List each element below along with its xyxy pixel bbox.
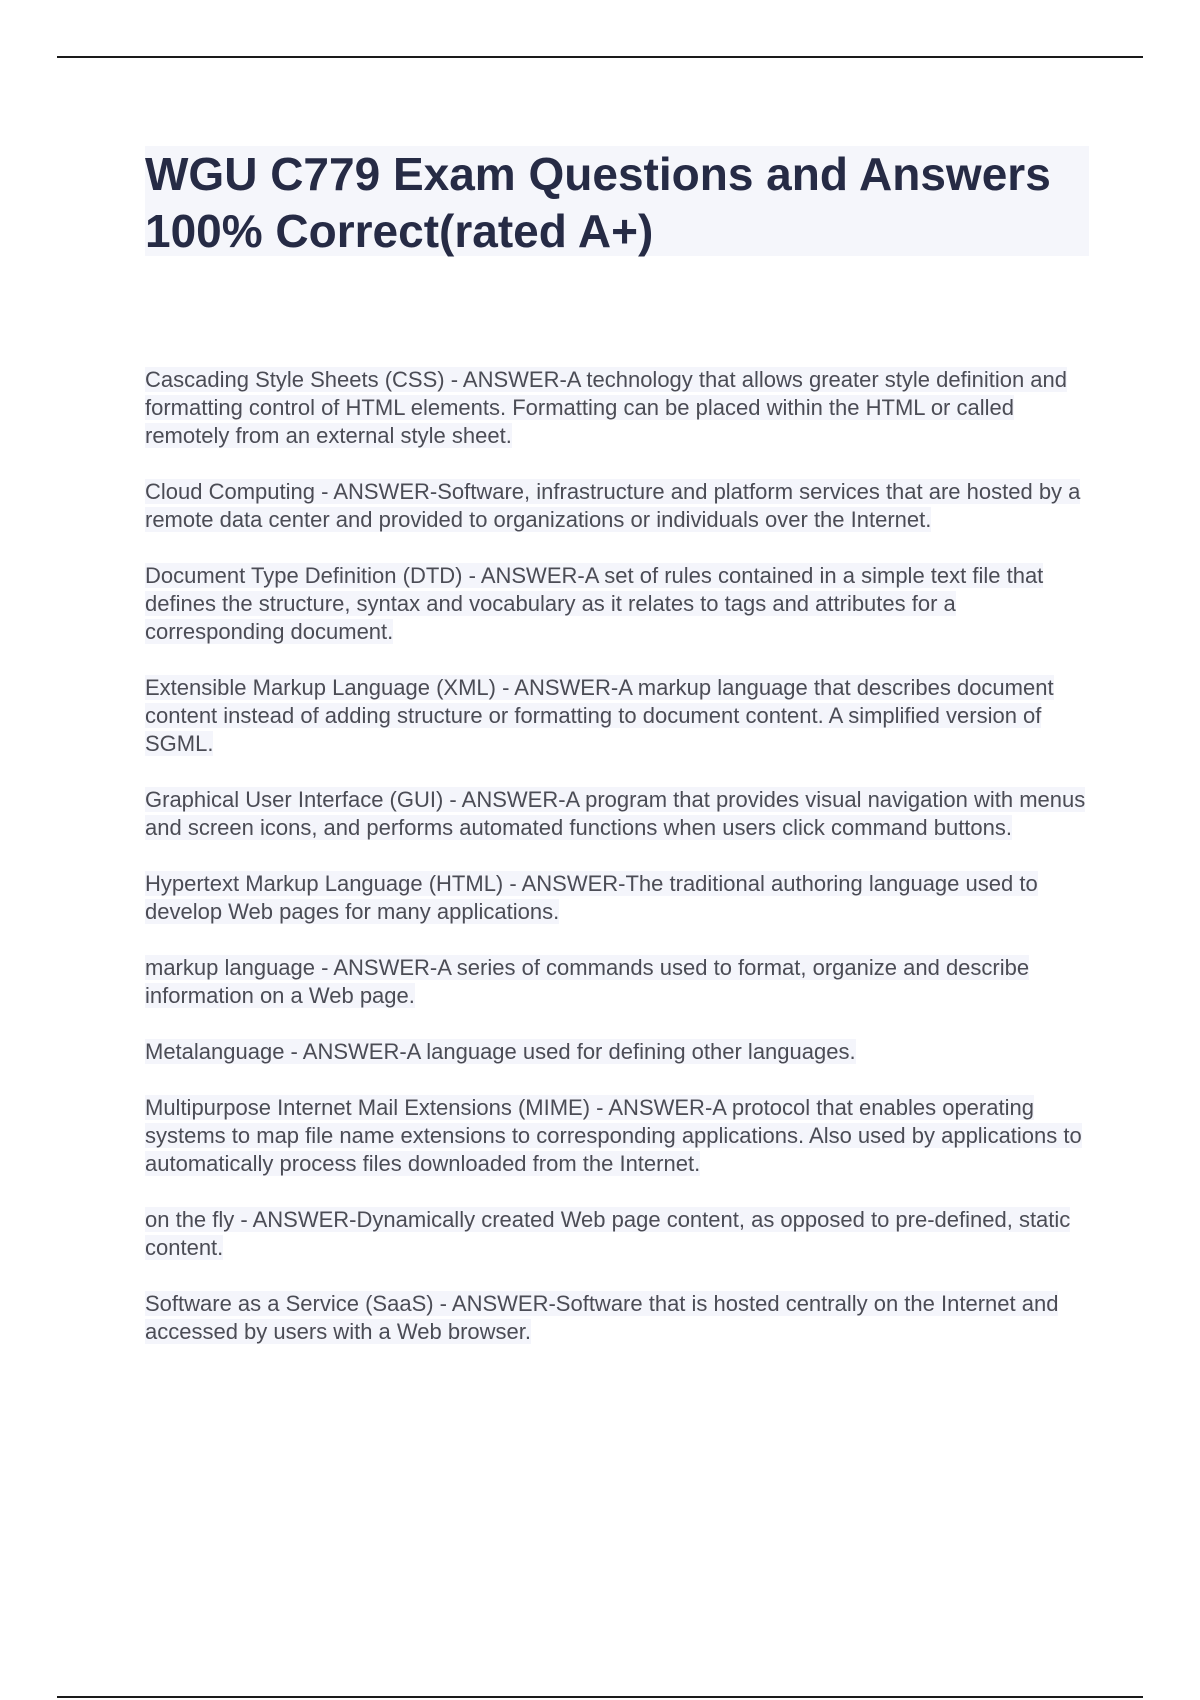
qa-entry-text: Extensible Markup Language (XML) - ANSWER-A markup language that describes document content instead of adding structure or formatting to document content. A simplified version of SGML. [145, 675, 1054, 756]
qa-entry [145, 478, 1095, 534]
bottom-rule [57, 1696, 1143, 1698]
qa-entry-text: Cascading Style Sheets (CSS) - ANSWER-A technology that allows greater style definition and formatting control of HTML elements. Formatting can be placed within the HTML or called remotely from an external style sheet. [145, 367, 1068, 448]
qa-entry [145, 786, 1095, 842]
qa-entry [145, 1094, 1095, 1178]
qa-entry [145, 954, 1095, 1010]
qa-entry-text: Graphical User Interface (GUI) - ANSWER-A program that provides visual navigation with menus and screen icons, and performs automated functions when users click command buttons. [145, 787, 1086, 840]
qa-entry [145, 870, 1095, 926]
qa-entry-text: Hypertext Markup Language (HTML) - ANSWER-The traditional authoring language used to develop Web pages for many applications. [145, 871, 1038, 924]
qa-entry-text: on the fly - ANSWER-Dynamically created Web page content, as opposed to pre-defined, static content. [145, 1207, 1071, 1260]
qa-entry [145, 366, 1095, 450]
qa-entry-text: Document Type Definition (DTD) - ANSWER-A set of rules contained in a simple text file that defines the structure, syntax and vocabulary as it relates to tags and attributes for a corresponding document. [145, 563, 1044, 644]
qa-entry [145, 1290, 1095, 1346]
qa-entry [145, 1206, 1095, 1262]
top-rule [57, 56, 1143, 58]
qa-list [145, 366, 1095, 1374]
qa-entry [145, 562, 1095, 646]
page-title: WGU C779 Exam Questions and Answers 100% Correct(rated A+) [145, 148, 1051, 257]
title-block [145, 146, 1089, 256]
qa-entry-text: Metalanguage - ANSWER-A language used for defining other languages. [145, 1039, 856, 1064]
qa-entry-text: markup language - ANSWER-A series of commands used to format, organize and describe information on a Web page. [145, 955, 1030, 1008]
qa-entry-text: Cloud Computing - ANSWER-Software, infrastructure and platform services that are hosted by a remote data center and provided to organizations or individuals over the Internet. [145, 479, 1081, 532]
qa-entry-text: Multipurpose Internet Mail Extensions (MIME) - ANSWER-A protocol that enables operating systems to map file name extensions to corresponding applications. Also used by applications to automatically process files downloaded from the Internet. [145, 1095, 1082, 1176]
qa-entry-text: Software as a Service (SaaS) - ANSWER-Software that is hosted centrally on the Internet and accessed by users with a Web browser. [145, 1291, 1059, 1344]
qa-entry [145, 674, 1095, 758]
qa-entry [145, 1038, 1095, 1066]
